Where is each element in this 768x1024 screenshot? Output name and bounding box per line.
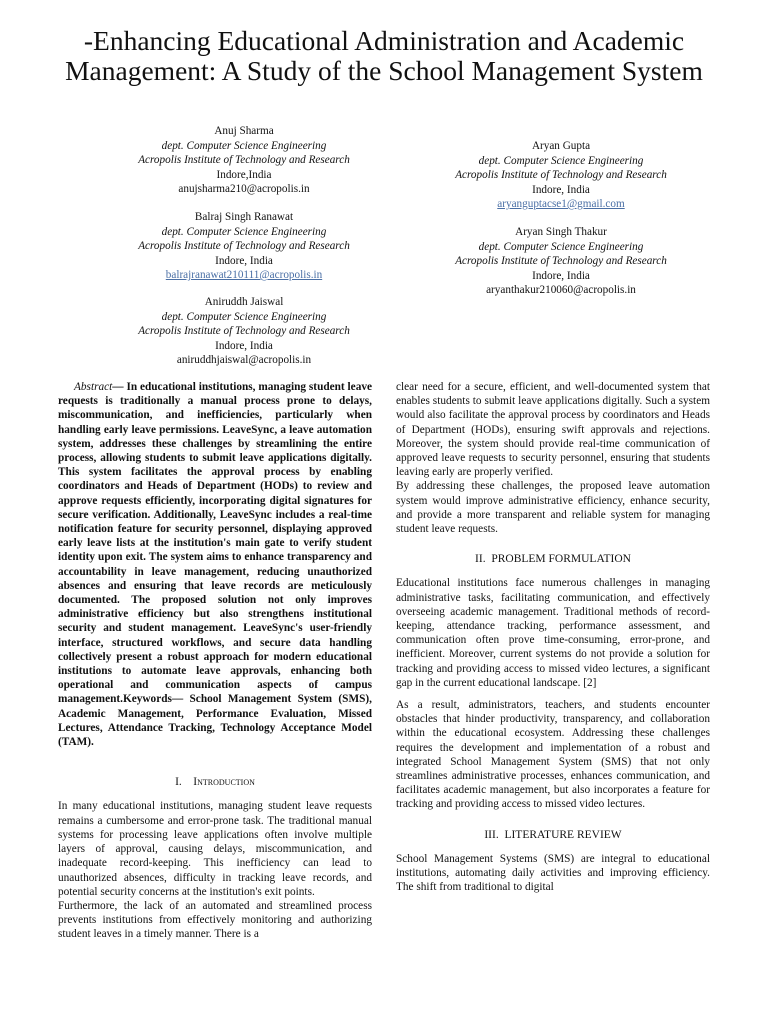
author-email-link[interactable]: balrajranawat210111@acropolis.in [165,269,323,281]
author-city: Indore,India [216,168,272,181]
literature-paragraph-1: School Management Systems (SMS) are integral to educational institutions, automating daily activities and improving efficiency. The shift from traditional to digital [396,852,710,894]
author-block-4 [396,139,726,212]
author-dept: dept. Computer Science Engineering [161,225,327,238]
intro-paragraph-2: Furthermore, the lack of an automated and streamlined process prevents institutions from effectively monitoring and authorizing student leaves in a timely manner. There is a [58,899,372,941]
abstract [58,380,372,749]
author-institution: Acropolis Institute of Technology and Research [455,169,667,181]
author-email: anujsharma210@acropolis.in [178,183,310,195]
author-name: Aryan Singh Thakur [515,226,607,238]
author-city: Indore, India [215,339,273,352]
section-title: Introduction [193,776,255,789]
section-number: II. [475,553,486,566]
author-name: Aniruddh Jaiswal [204,296,284,308]
intro-paragraph-continued: clear need for a secure, efficient, and well-documented system that enables students to submit leave applications digitally. Such a system would also facilitate the approval process by coordinators and Heads of Department (HODs), ensuring swift approvals and rejections. Moreover, the system should provide real-time communication of approved leave requests to security personnel, ensuring that students leaving early are properly verified. [396,381,710,479]
author-dept: dept. Computer Science Engineering [161,139,327,152]
author-dept: dept. Computer Science Engineering [478,154,644,167]
section-heading-introduction [58,775,372,789]
author-block-2 [80,210,408,283]
author-institution: Acropolis Institute of Technology and Research [138,325,350,337]
author-block-1 [80,124,408,197]
left-column [58,380,372,942]
author-email-link[interactable]: aryanguptacse1@gmail.com [497,198,625,210]
author-city: Indore, India [532,183,590,196]
problem-paragraph-2: As a result, administrators, teachers, and students encounter obstacles that hinder productivity, transparency, and collaboration within the educational ecosystem. Addressing these challenges requires the development and implementation of a robust and integrated School Management System (SMS) that not only streamlines administrative processes, enhances communication, and facilitates academic management, but also incorporates a feature for tracking and providing access to missed video lectures. [396,699,710,811]
author-email: aniruddhjaiswal@acropolis.in [176,354,312,366]
section-heading-literature [396,828,710,842]
problem-paragraph-1: Educational institutions face numerous challenges in managing administrative tasks, facilitating communication, and effectively overseeing academic management. Traditional methods of record-keeping, attendance tracking, performance assessment, and communication often prove time-consuming, error-prone, and inefficient. Moreover, current systems do not provide a solution for tracking and providing access to missed video lectures, a significant gap in the current educational landscape. [2] [396,577,710,689]
author-email: aryanthakur210060@acropolis.in [486,284,636,296]
section-number: I. [175,776,182,789]
abstract-body: In educational institutions, managing student leave requests is traditionally a manual process prone to delays, miscommunication, and inefficiencies, particularly when handling early leave permissions. LeaveSync, a leave automation system, addresses these challenges by streamlining the entire process, allowing students to submit leave applications digitally. This system facilitates the approval process by enabling coordinators and Heads of Department (HODs) to review and approve requests efficiently, incorporating digital signatures for secure verification. Additionally, LeaveSync includes a real-time notification feature for security personnel, displaying approved early leave lists at the institution's main gate to verify student identity upon exit. The system aims to enhance transparency and accountability in leave management, reducing unauthorized absences and ensuring that leave records are meticulously documented. The proposed solution not only improves administrative efficiency but also strengthens institutional security and student management. LeaveSync's user-friendly interface, structured workflows, and secure data handling collectively present a robust approach for modern educational institutions to automate leave approvals, enhancing both operational and communication aspects of campus management.Keywords— School Management System (SMS), Academic Management, Performance Evaluation, Missed Lectures, Attendance Tracking, Technology Acceptance Model (TAM). [58,381,373,749]
right-column [396,380,710,895]
abstract-dash: — [112,381,127,393]
author-institution: Acropolis Institute of Technology and Research [138,154,350,166]
section-title: PROBLEM FORMULATION [491,553,631,566]
section-heading-problem [396,552,710,566]
author-name: Balraj Singh Ranawat [194,211,294,223]
author-dept: dept. Computer Science Engineering [161,310,327,323]
abstract-label: Abstract [74,381,113,393]
author-city: Indore, India [532,269,590,282]
author-institution: Acropolis Institute of Technology and Research [138,240,350,252]
author-city: Indore, India [215,254,273,267]
author-name: Anuj Sharma [214,125,274,137]
author-dept: dept. Computer Science Engineering [478,240,644,253]
section-number: III. [484,828,499,841]
author-block-5 [396,225,726,298]
paper-title: -Enhancing Educational Administration and Academic Management: A Study of the School Management System [65,25,703,86]
author-institution: Acropolis Institute of Technology and Research [455,255,667,267]
author-block-3 [80,295,408,368]
section-title: LITERATURE REVIEW [504,828,622,841]
author-name: Aryan Gupta [531,140,591,152]
intro-paragraph-3: By addressing these challenges, the proposed leave automation system would improve administrative efficiency, enhance security, and provide a more transparent and reliable system for managing student leave requests. [396,480,710,536]
intro-paragraph-1: In many educational institutions, managing student leave requests remains a cumbersome and error-prone task. The traditional manual systems for processing leave applications often involve multiple layers of approval, causing delays, miscommunication, and inadequate record-keeping. This inefficiency can lead to unauthorized absences, difficulty in tracking leave records, and potential security concerns at the institution's exit points. [58,800,372,898]
